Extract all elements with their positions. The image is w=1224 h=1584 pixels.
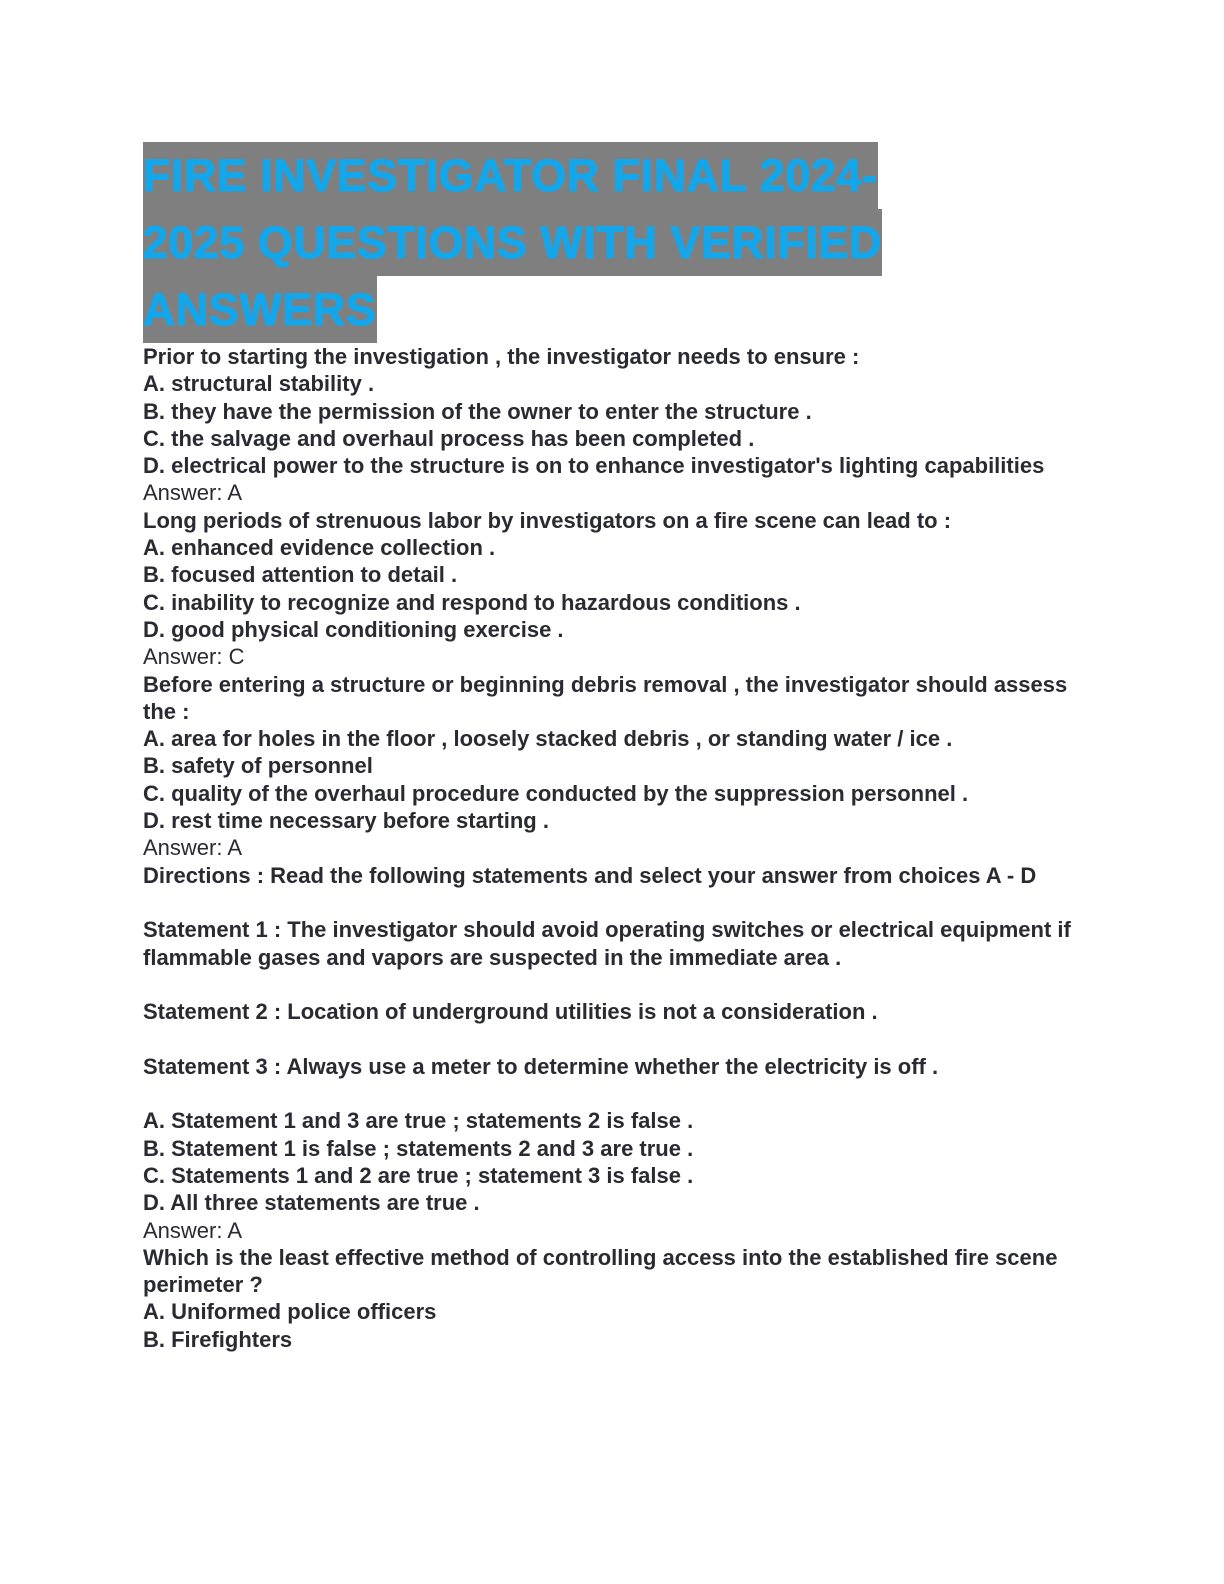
answer-option: C. inability to recognize and respond to hazardous conditions .: [143, 589, 801, 615]
spacer: [143, 971, 1083, 998]
directions-text: Directions : Read the following statements and select your answer from choices A - D: [143, 862, 1037, 888]
question-text: Before entering a structure or beginning debris removal , the investigator should assess the :: [143, 671, 1068, 724]
question-text: Long periods of strenuous labor by investigators on a fire scene can lead to :: [143, 507, 952, 533]
answer-option: B. Statement 1 is false ; statements 2 and 3 are true .: [143, 1135, 694, 1161]
answer-option: A. structural stability .: [143, 371, 375, 397]
title-line: 2025 QUESTIONS WITH VERIFIED: [143, 209, 882, 276]
question-list: [143, 343, 1083, 1353]
question-block: [143, 343, 1083, 507]
title-line: ANSWERS: [143, 276, 377, 343]
question-block: [143, 862, 1083, 1244]
answer-option: A. Uniformed police officers: [143, 1299, 437, 1325]
answer-key: Answer: A: [143, 1217, 243, 1243]
answer-option: A. Statement 1 and 3 are true ; statements 2 is false .: [143, 1108, 694, 1134]
title-line: FIRE INVESTIGATOR FINAL 2024-: [143, 142, 878, 209]
statement-text: Statement 3 : Always use a meter to determine whether the electricity is off .: [143, 1053, 939, 1079]
question-text: Prior to starting the investigation , the investigator needs to ensure :: [143, 344, 860, 369]
answer-option: C. Statements 1 and 2 are true ; statement 3 is false .: [143, 1162, 694, 1188]
spacer: [143, 889, 1083, 916]
question-text: Which is the least effective method of controlling access into the established fire scene perimeter ?: [143, 1244, 1058, 1298]
question-block: [143, 1244, 1083, 1353]
question-block: [143, 507, 1083, 671]
answer-option: D. rest time necessary before starting .: [143, 808, 549, 834]
statement-text: Statement 1 : The investigator should avoid operating switches or electrical equipment if flammable gases and vapors are suspected in the immediate area .: [143, 917, 1071, 970]
answer-option: C. the salvage and overhaul process has been completed .: [143, 425, 755, 451]
answer-option: A. area for holes in the floor , loosely stacked debris , or standing water / ice .: [143, 726, 953, 752]
answer-key: Answer: A: [143, 835, 243, 861]
answer-option: B. safety of personnel: [143, 753, 373, 779]
spacer: [143, 1080, 1083, 1107]
spacer: [143, 1025, 1083, 1052]
statement-text: Statement 2 : Location of underground utilities is not a consideration .: [143, 999, 878, 1025]
question-block: [143, 671, 1083, 862]
answer-option: A. enhanced evidence collection .: [143, 535, 496, 561]
answer-option: D. All three statements are true .: [143, 1190, 480, 1216]
document-page: [143, 142, 1083, 1353]
answer-key: Answer: A: [143, 480, 243, 506]
answer-option: B. they have the permission of the owner to enter the structure .: [143, 398, 812, 424]
answer-key: Answer: C: [143, 644, 245, 670]
answer-option: D. electrical power to the structure is on to enhance investigator's lighting capabilities: [143, 453, 1045, 479]
document-title: [143, 142, 1083, 343]
answer-option: C. quality of the overhaul procedure conducted by the suppression personnel .: [143, 780, 969, 806]
answer-option: B. focused attention to detail .: [143, 562, 458, 588]
answer-option: B. Firefighters: [143, 1326, 293, 1352]
answer-option: D. good physical conditioning exercise .: [143, 616, 564, 642]
